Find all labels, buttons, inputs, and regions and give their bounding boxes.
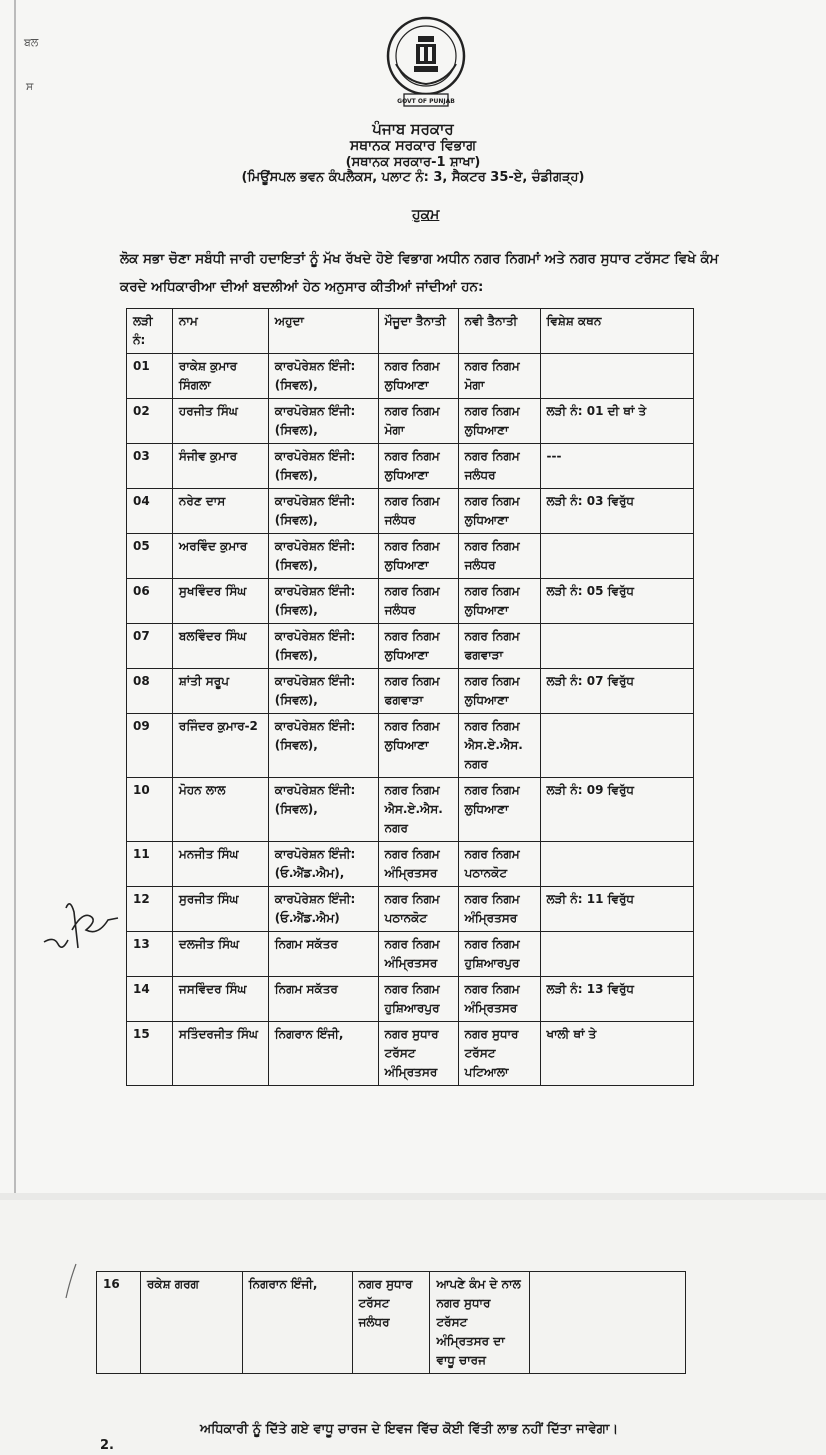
- table-header-cell: ਵਿਸ਼ੇਸ਼ ਕਥਨ: [540, 309, 693, 354]
- table-row: [127, 624, 694, 669]
- table-row: [127, 778, 694, 842]
- margin-scribble: ਸ: [26, 80, 34, 93]
- table-row: [127, 579, 694, 624]
- table-cell: ਕਾਰਪੋਰੇਸ਼ਨ ਇੰਜੀ: (ਓ.ਐਂਡ.ਐਮ): [268, 887, 378, 932]
- table-cell: ---: [540, 444, 693, 489]
- table-cell: ਨਗਰ ਸੁਧਾਰ ਟਰੱਸਟ ਜਲੰਧਰ: [352, 1272, 430, 1374]
- table-cell: ਨਗਰ ਨਿਗਮ ਹੁਸ਼ਿਆਰਪੁਰ: [378, 977, 458, 1022]
- table-cell: ਕਾਰਪੋਰੇਸ਼ਨ ਇੰਜੀ: (ਸਿਵਲ),: [268, 399, 378, 444]
- header-line-1: ਪੰਜਾਬ ਸਰਕਾਰ: [372, 120, 454, 138]
- table-row: [127, 932, 694, 977]
- table-cell: ਨਗਰ ਸੁਧਾਰ ਟਰੱਸਟ ਅੰਮ੍ਰਿਤਸਰ: [378, 1022, 458, 1086]
- table-cell: ਲੜੀ ਨੰ: 07 ਵਿਰੁੱਧ: [540, 669, 693, 714]
- table-header-cell: ਨਵੀ ਤੈਨਾਤੀ: [458, 309, 540, 354]
- table-cell: ਨਗਰ ਨਿਗਮ ਫਗਵਾੜਾ: [378, 669, 458, 714]
- table-cell: 04: [127, 489, 173, 534]
- table-cell: ਨਗਰ ਨਿਗਮ ਪਠਾਨਕੋਟ: [458, 842, 540, 887]
- table-cell: 09: [127, 714, 173, 778]
- table-cell: ਨਗਰ ਨਿਗਮ ਲੁਧਿਆਣਾ: [458, 669, 540, 714]
- table-cell: ਆਪਣੇ ਕੰਮ ਦੇ ਨਾਲ ਨਗਰ ਸੁਧਾਰ ਟਰੱਸਟ ਅੰਮ੍ਰਿਤਸਰ ਦਾ ਵਾਧੂ ਚਾਰਜ: [430, 1272, 530, 1374]
- table-cell: ਲੜੀ ਨੰ: 11 ਵਿਰੁੱਧ: [540, 887, 693, 932]
- table-cell: 01: [127, 354, 173, 399]
- table-cell: ਨਰੇਣ ਦਾਸ: [172, 489, 268, 534]
- table-cell: ਲੜੀ ਨੰ: 05 ਵਿਰੁੱਧ: [540, 579, 693, 624]
- table-cell: ਨਗਰ ਨਿਗਮ ਪਠਾਨਕੋਟ: [378, 887, 458, 932]
- table-cell: ਨਗਰ ਨਿਗਮ ਲੁਧਿਆਣਾ: [378, 354, 458, 399]
- intro-paragraph: ਲੋਕ ਸਭਾ ਚੋਣਾ ਸਬੰਧੀ ਜਾਰੀ ਹਦਾਇਤਾਂ ਨੂੰ ਮੱਖ ਰੱਖਦੇ ਹੋਏ ਵਿਭਾਗ ਅਧੀਨ ਨਗਰ ਨਿਗਮਾਂ ਅਤੇ ਨਗਰ ਸੁਧਾਰ ਟਰੱਸਟ ਵਿਖੇ ਕੰਮ ਕਰਦੇ ਅਧਿਕਾਰੀਆ ਦੀਆਂ ਬਦਲੀਆਂ ਹੇਠ ਅਨੁਸਾਰ ਕੀਤੀਆਂ ਜਾਂਦੀਆਂ ਹਨ:: [120, 251, 719, 295]
- table-header-cell: ਅਹੁਦਾ: [268, 309, 378, 354]
- page-gap: [0, 1193, 826, 1200]
- table-cell: [540, 842, 693, 887]
- table-cell: ਦਲਜੀਤ ਸਿੰਘ: [172, 932, 268, 977]
- table-cell: ਨਗਰ ਨਿਗਮ ਜਲੰਧਰ: [458, 534, 540, 579]
- table-cell: ਨਗਰ ਨਿਗਮ ਹੁਸ਼ਿਆਰਪੁਰ: [458, 932, 540, 977]
- table-cell: ਨਗਰ ਨਿਗਮ ਮੋਗਾ: [378, 399, 458, 444]
- table-cell: 13: [127, 932, 173, 977]
- table-cell: 14: [127, 977, 173, 1022]
- table-header-cell: ਨਾਮ: [172, 309, 268, 354]
- table-cell: ਨਗਰ ਨਿਗਮ ਅੰਮ੍ਰਿਤਸਰ: [378, 842, 458, 887]
- header-line-3: (ਸਥਾਨਕ ਸਰਕਾਰ-1 ਸ਼ਾਖਾ): [345, 155, 481, 170]
- table-cell: ਕਾਰਪੋਰੇਸ਼ਨ ਇੰਜੀ: (ਸਿਵਲ),: [268, 444, 378, 489]
- table-row: [127, 842, 694, 887]
- table-row: [127, 1022, 694, 1086]
- emblem-caption: GOVT OF PUNJAB: [397, 98, 455, 105]
- margin-scribble: ਬਲ: [24, 36, 39, 49]
- table-cell: 06: [127, 579, 173, 624]
- table-cell: [530, 1272, 686, 1374]
- table-cell: 07: [127, 624, 173, 669]
- footer-clause-text: ਅਧਿਕਾਰੀ ਨੂੰ ਦਿੱਤੇ ਗਏ ਵਾਧੂ ਚਾਰਜ ਦੇ ਇਵਜ ਵਿੱਚ ਕੋਈ ਵਿੱਤੀ ਲਾਭ ਨਹੀਂ ਦਿੱਤਾ ਜਾਵੇਗਾ।: [200, 1422, 619, 1437]
- table-cell: ਨਗਰ ਨਿਗਮ ਫਗਵਾੜਾ: [458, 624, 540, 669]
- pen-mark: [62, 1260, 82, 1300]
- table-row: [127, 444, 694, 489]
- table-cell: ਜਸਵਿੰਦਰ ਸਿੰਘ: [172, 977, 268, 1022]
- table-cell: [540, 534, 693, 579]
- table-header-row: [127, 309, 694, 354]
- table-cell: ਨਿਗਮ ਸਕੱਤਰ: [268, 977, 378, 1022]
- table-cell: ਕਾਰਪੋਰੇਸ਼ਨ ਇੰਜੀ: (ਸਿਵਲ),: [268, 714, 378, 778]
- table-cell: ਨਗਰ ਨਿਗਮ ਜਲੰਧਰ: [378, 489, 458, 534]
- table-cell: ਲੜੀ ਨੰ: 03 ਵਿਰੁੱਧ: [540, 489, 693, 534]
- table-cell: ਕਾਰਪੋਰੇਸ਼ਨ ਇੰਜੀ: (ਸਿਵਲ),: [268, 669, 378, 714]
- table-header-cell: ਮੌਜੂਦਾ ਤੈਨਾਤੀ: [378, 309, 458, 354]
- footer-clause-number: 2.: [100, 1438, 114, 1453]
- table-cell: ਨਗਰ ਨਿਗਮ ਲੁਧਿਆਣਾ: [378, 534, 458, 579]
- table-header-cell: ਲੜੀ ਨੰ:: [127, 309, 173, 354]
- table-cell: ਕਾਰਪੋਰੇਸ਼ਨ ਇੰਜੀ: (ਓ.ਐਂਡ.ਐਮ),: [268, 842, 378, 887]
- table-cell: ਹਰਜੀਤ ਸਿੰਘ: [172, 399, 268, 444]
- table-cell: ਸੁਰਜੀਤ ਸਿੰਘ: [172, 887, 268, 932]
- table-cell: ਰਜਿੰਦਰ ਕੁਮਾਰ-2: [172, 714, 268, 778]
- table-cell: ਲੜੀ ਨੰ: 01 ਦੀ ਥਾਂ ਤੇ: [540, 399, 693, 444]
- table-cell: ਕਾਰਪੋਰੇਸ਼ਨ ਇੰਜੀ: (ਸਿਵਲ),: [268, 489, 378, 534]
- table-cell: ਬਲਵਿੰਦਰ ਸਿੰਘ: [172, 624, 268, 669]
- table-cell: ਨਗਰ ਸੁਧਾਰ ਟਰੱਸਟ ਪਟਿਆਲਾ: [458, 1022, 540, 1086]
- table-cell: ਨਗਰ ਨਿਗਮ ਲੁਧਿਆਣਾ: [458, 399, 540, 444]
- table-cell: ਨਗਰ ਨਿਗਮ ਅੰਮ੍ਰਿਤਸਰ: [458, 887, 540, 932]
- table-cell: ਰਕੇਸ਼ ਗਰਗ: [140, 1272, 242, 1374]
- table-row: [127, 669, 694, 714]
- table-cell: ਕਾਰਪੋਰੇਸ਼ਨ ਇੰਜੀ: (ਸਿਵਲ),: [268, 579, 378, 624]
- table-cell: ਨਗਰ ਨਿਗਮ ਲੁਧਿਆਣਾ: [458, 778, 540, 842]
- table-cell: 03: [127, 444, 173, 489]
- table-cell: ਨਗਰ ਨਿਗਮ ਐਸ.ਏ.ਐਸ. ਨਗਰ: [458, 714, 540, 778]
- table-cell: 02: [127, 399, 173, 444]
- table-cell: ਮੋਹਨ ਲਾਲ: [172, 778, 268, 842]
- header-line-4: (ਮਿਊਂਸਪਲ ਭਵਨ ਕੰਪਲੈਕਸ, ਪਲਾਟ ਨੰ: 3, ਸੈਕਟਰ 35-ਏ, ਚੰਡੀਗੜ੍ਹ): [241, 170, 585, 185]
- table-row: [127, 534, 694, 579]
- table-cell: 10: [127, 778, 173, 842]
- table-cell: ਸ਼ਾਂਤੀ ਸਰੂਪ: [172, 669, 268, 714]
- transfer-table: [126, 308, 694, 1086]
- table-cell: ਨਿਗਮ ਸਕੱਤਰ: [268, 932, 378, 977]
- table-cell: ਕਾਰਪੋਰੇਸ਼ਨ ਇੰਜੀ: (ਸਿਵਲ),: [268, 778, 378, 842]
- table-row: [97, 1272, 686, 1374]
- table-cell: [540, 354, 693, 399]
- table-cell: ਖਾਲੀ ਥਾਂ ਤੇ: [540, 1022, 693, 1086]
- table-row: [127, 714, 694, 778]
- handwritten-signature: [36, 880, 126, 970]
- table-cell: ਨਗਰ ਨਿਗਮ ਲੁਧਿਆਣਾ: [458, 579, 540, 624]
- transfer-table-continued: [96, 1271, 686, 1374]
- table-cell: [540, 624, 693, 669]
- table-row: [127, 977, 694, 1022]
- table-cell: ਨਗਰ ਨਿਗਮ ਜਲੰਧਰ: [458, 444, 540, 489]
- table-cell: ਨਗਰ ਨਿਗਮ ਐਸ.ਏ.ਐਸ. ਨਗਰ: [378, 778, 458, 842]
- table-cell: ਨਗਰ ਨਿਗਮ ਜਲੰਧਰ: [378, 579, 458, 624]
- table-cell: 05: [127, 534, 173, 579]
- table-cell: ਨਗਰ ਨਿਗਮ ਅੰਮ੍ਰਿਤਸਰ: [458, 977, 540, 1022]
- table-cell: ਕਾਰਪੋਰੇਸ਼ਨ ਇੰਜੀ: (ਸਿਵਲ),: [268, 534, 378, 579]
- table-cell: ਨਗਰ ਨਿਗਮ ਲੁਧਿਆਣਾ: [378, 714, 458, 778]
- table-cell: 12: [127, 887, 173, 932]
- table-cell: ਨਿਗਰਾਨ ਇੰਜੀ,: [242, 1272, 352, 1374]
- table-cell: ਨਗਰ ਨਿਗਮ ਅੰਮ੍ਰਿਤਸਰ: [378, 932, 458, 977]
- table-cell: ਨਗਰ ਨਿਗਮ ਲੁਧਿਆਣਾ: [458, 489, 540, 534]
- table-cell: ਨਗਰ ਨਿਗਮ ਲੁਧਿਆਣਾ: [378, 624, 458, 669]
- table-row: [127, 399, 694, 444]
- table-cell: ਸਤਿੰਦਰਜੀਤ ਸਿੰਘ: [172, 1022, 268, 1086]
- table-cell: [540, 714, 693, 778]
- table-cell: 15: [127, 1022, 173, 1086]
- table-cell: ਲੜੀ ਨੰ: 13 ਵਿਰੁੱਧ: [540, 977, 693, 1022]
- table-cell: ਸੰਜੀਵ ਕੁਮਾਰ: [172, 444, 268, 489]
- table-cell: 08: [127, 669, 173, 714]
- header-line-2: ਸਥਾਨਕ ਸਰਕਾਰ ਵਿਭਾਗ: [349, 138, 477, 154]
- table-cell: [540, 932, 693, 977]
- table-cell: ਕਾਰਪੋਰੇਸ਼ਨ ਇੰਜੀ: (ਸਿਵਲ),: [268, 624, 378, 669]
- table-cell: ਨਿਗਰਾਨ ਇੰਜੀ,: [268, 1022, 378, 1086]
- punjab-government-emblem: [384, 14, 468, 110]
- table-cell: ਨਗਰ ਨਿਗਮ ਮੋਗਾ: [458, 354, 540, 399]
- table-row: [127, 354, 694, 399]
- table-cell: 16: [97, 1272, 141, 1374]
- table-cell: ਕਾਰਪੋਰੇਸ਼ਨ ਇੰਜੀ: (ਸਿਵਲ),: [268, 354, 378, 399]
- table-row: [127, 887, 694, 932]
- table-cell: ਲੜੀ ਨੰ: 09 ਵਿਰੁੱਧ: [540, 778, 693, 842]
- table-cell: ਮਨਜੀਤ ਸਿੰਘ: [172, 842, 268, 887]
- table-cell: ਅਰਵਿੰਦ ਕੁਮਾਰ: [172, 534, 268, 579]
- table-cell: ਨਗਰ ਨਿਗਮ ਲੁਧਿਆਣਾ: [378, 444, 458, 489]
- document-page-2: [0, 1200, 826, 1455]
- table-row: [127, 489, 694, 534]
- table-cell: ਸੁਖਵਿੰਦਰ ਸਿੰਘ: [172, 579, 268, 624]
- table-cell: 11: [127, 842, 173, 887]
- table-cell: ਰਾਕੇਸ਼ ਕੁਮਾਰ ਸਿੰਗਲਾ: [172, 354, 268, 399]
- order-title: ਹੁਕਮ: [412, 207, 440, 223]
